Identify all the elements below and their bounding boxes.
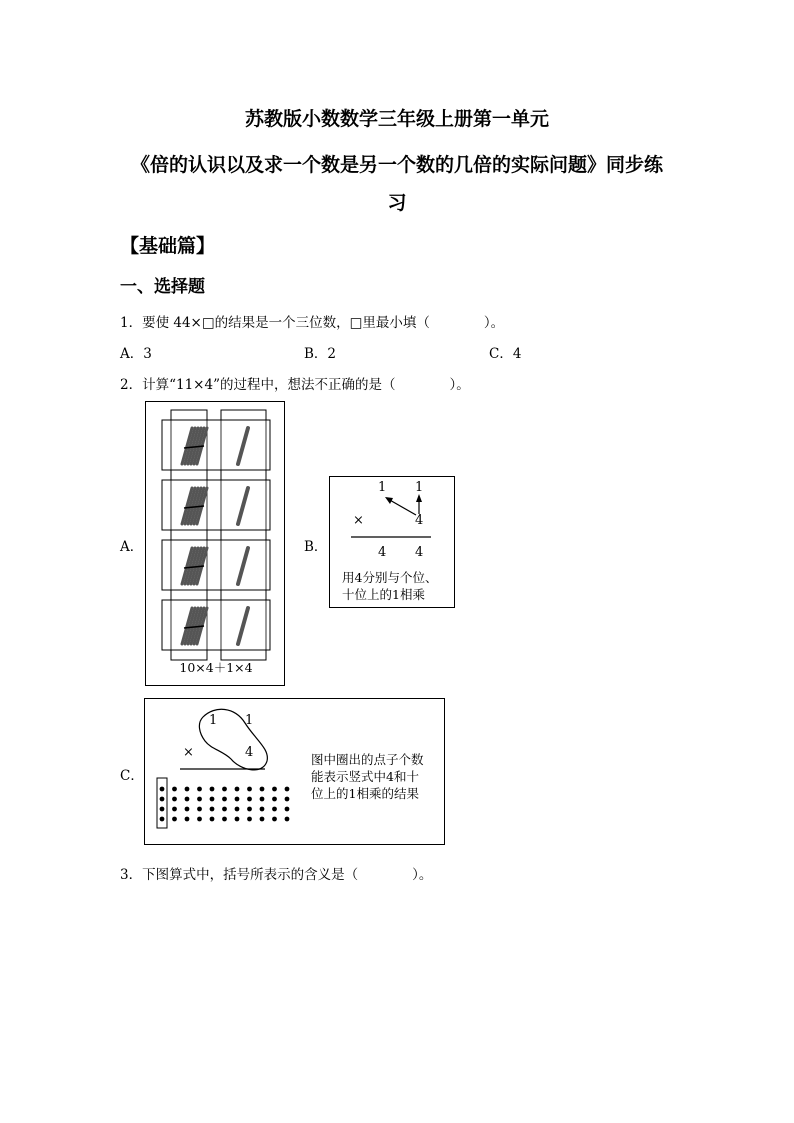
dot xyxy=(247,797,252,802)
dot xyxy=(160,807,165,812)
question-2-text: 2．计算“11×4”的过程中，想法不正确的是（ ）。 xyxy=(120,377,470,393)
figure-c-top-tens: 1 xyxy=(209,713,218,728)
dot xyxy=(247,787,252,792)
page-title: 苏教版小数数学三年级上册第一单元 xyxy=(244,108,549,130)
figure-b-top-tens: 1 xyxy=(378,480,387,495)
question-3-text: 3．下图算式中，括号所表示的含义是（ ）。 xyxy=(120,867,433,883)
figure-a-row-frame xyxy=(162,540,270,590)
dot xyxy=(197,817,202,822)
figure-c-times-sign: × xyxy=(183,745,194,760)
dot xyxy=(260,817,265,822)
dot xyxy=(260,807,265,812)
dot xyxy=(197,797,202,802)
dot xyxy=(235,807,240,812)
dot xyxy=(260,797,265,802)
figure-b-note-1: 用4分别与个位、 xyxy=(342,570,438,585)
dot xyxy=(285,807,290,812)
dot xyxy=(247,807,252,812)
question-2-option-a-label[interactable]: A． xyxy=(120,539,144,555)
dot xyxy=(172,787,177,792)
figure-c-dot-array xyxy=(144,698,445,845)
dot xyxy=(222,807,227,812)
figure-c-note-2: 能表示竖式中4和十 xyxy=(311,769,419,784)
figure-a-row-frame xyxy=(162,480,270,530)
figure-a-caption: 10×4＋1×4 xyxy=(179,660,253,675)
dot xyxy=(272,797,277,802)
figure-b-result-ones: 4 xyxy=(415,545,424,560)
dot xyxy=(235,787,240,792)
dot xyxy=(172,807,177,812)
dot xyxy=(210,797,215,802)
dot xyxy=(272,787,277,792)
question-1-option-b[interactable]: B．2 xyxy=(304,346,337,362)
page-subtitle-continued: 习 xyxy=(387,192,407,214)
question-2-option-b-label[interactable]: B． xyxy=(304,539,328,555)
dot xyxy=(285,787,290,792)
dot xyxy=(197,807,202,812)
dot xyxy=(210,807,215,812)
dot xyxy=(197,787,202,792)
dot xyxy=(260,787,265,792)
figure-b-multiplier: 4 xyxy=(415,513,424,528)
dot xyxy=(160,817,165,822)
dot xyxy=(222,797,227,802)
dot xyxy=(235,817,240,822)
figure-a-drawing xyxy=(146,402,286,687)
dot xyxy=(185,817,190,822)
figure-b-note-2: 十位上的1相乘 xyxy=(342,587,425,602)
figure-a-sticks xyxy=(145,401,285,686)
dot xyxy=(222,817,227,822)
figure-c-multiplier: 4 xyxy=(245,745,254,760)
dot xyxy=(272,807,277,812)
question-1-option-a[interactable]: A．3 xyxy=(120,346,152,362)
dot xyxy=(247,817,252,822)
page-subtitle: 《倍的认识以及求一个数是另一个数的几倍的实际问题》同步练 xyxy=(130,154,663,176)
dot xyxy=(160,797,165,802)
dot xyxy=(172,817,177,822)
question-1-text: 1．要使 44×□的结果是一个三位数，□里最小填（ ）。 xyxy=(120,315,505,331)
dot xyxy=(285,817,290,822)
dot xyxy=(210,787,215,792)
dot xyxy=(235,797,240,802)
figure-c-note-1: 图中圈出的点子个数 xyxy=(311,752,424,767)
dot xyxy=(222,787,227,792)
dot xyxy=(185,807,190,812)
dot xyxy=(210,817,215,822)
figure-a-row-frame xyxy=(162,600,270,650)
dot xyxy=(185,787,190,792)
section-choice-heading: 一、选择题 xyxy=(120,277,205,297)
question-2-option-c-label[interactable]: C． xyxy=(120,768,144,784)
figure-a-row-frame xyxy=(162,420,270,470)
figure-b-vertical-calc xyxy=(329,476,455,608)
figure-c-top-ones: 1 xyxy=(245,713,254,728)
section-basic-heading: 【基础篇】 xyxy=(120,235,216,257)
dot xyxy=(172,797,177,802)
figure-b-times-sign: × xyxy=(353,513,364,528)
figure-b-result-tens: 4 xyxy=(378,545,387,560)
question-1-option-c[interactable]: C．4 xyxy=(489,346,522,362)
dot xyxy=(272,817,277,822)
dot xyxy=(185,797,190,802)
dot xyxy=(285,797,290,802)
figure-c-note-3: 位上的1相乘的结果 xyxy=(311,786,419,801)
figure-b-top-ones: 1 xyxy=(415,480,424,495)
dot xyxy=(160,787,165,792)
